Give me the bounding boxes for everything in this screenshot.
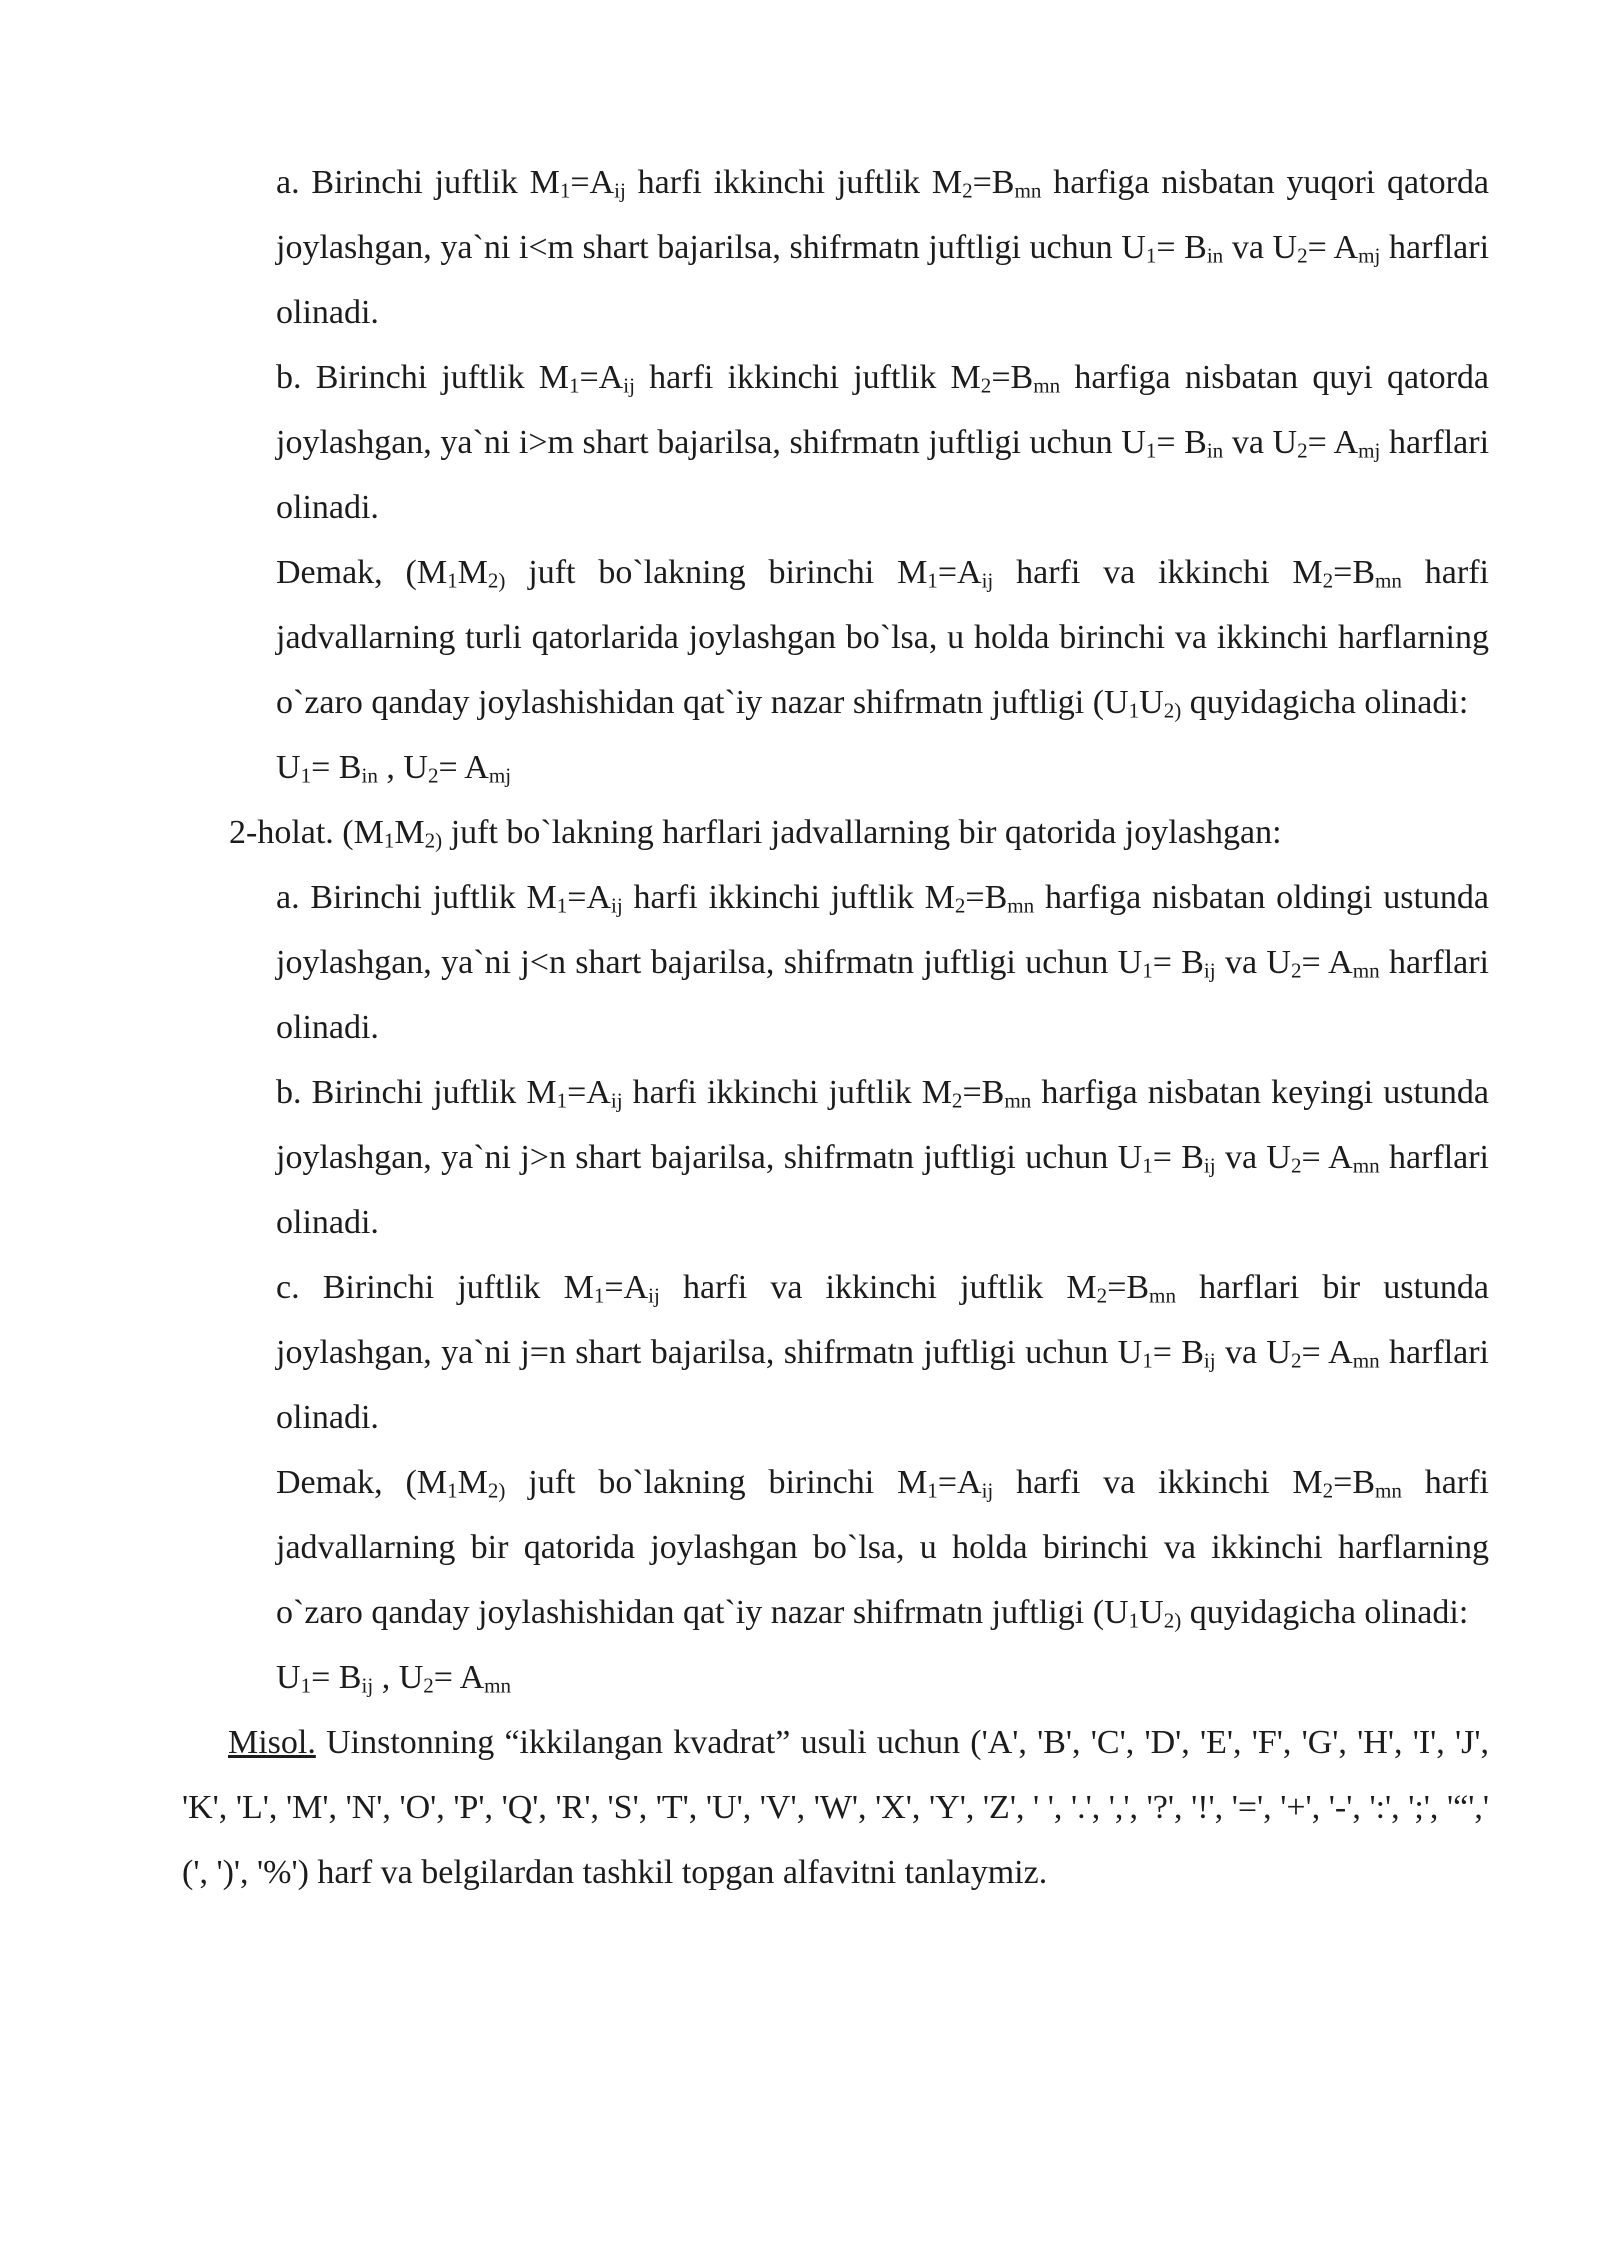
subscript-index: 1 xyxy=(556,893,568,918)
subscript-index: mj xyxy=(1358,438,1381,463)
text-segment: b. Birinchi juftlik M xyxy=(276,1074,557,1111)
subscript-index: 2 xyxy=(980,373,992,398)
text-segment: harfiga nisbatan oldingi ustunda joylashgan, ya`ni j<n shart bajarilsa, shifrmatn juftligi uchun U xyxy=(276,879,1490,981)
text-segment: b. Birinchi juftlik M xyxy=(276,359,569,396)
text-segment: juft bo`lakning birinchi M xyxy=(505,554,928,591)
text-segment: harflari olinadi. xyxy=(276,424,1490,526)
text-segment: harfi ikkinchi juftlik M xyxy=(622,879,955,916)
text-segment: Demak, (M xyxy=(276,554,448,591)
text-segment: = B xyxy=(1152,944,1204,981)
text-segment: harflari bir ustunda joylashgan, ya`ni j=n shart bajarilsa, shifrmatn juftligi uchun U xyxy=(276,1269,1490,1371)
subscript-index: 2 xyxy=(954,893,966,918)
text-segment: U xyxy=(1139,1594,1164,1631)
text-segment: quyidagicha olinadi: xyxy=(1181,684,1469,721)
subscript-index: 1 xyxy=(1142,1153,1153,1178)
text-segment: =A xyxy=(937,1464,982,1501)
text-segment: = B xyxy=(311,749,362,786)
subscript-index: 2 xyxy=(1290,1153,1302,1178)
subscript-index: ij xyxy=(623,373,635,398)
text-segment: harflari olinadi. xyxy=(276,229,1490,331)
text-segment: M xyxy=(457,1464,488,1501)
text-segment: =B xyxy=(965,879,1008,916)
text-segment: M xyxy=(457,554,488,591)
paragraph-conclusion-same-row xyxy=(229,1450,1489,1645)
subscript-index: 1 xyxy=(1142,1348,1153,1373)
text-segment: =A xyxy=(570,164,615,201)
subscript-index: 1 xyxy=(447,568,458,593)
subscript-index: ij xyxy=(361,1673,374,1698)
subscript-index: 1 xyxy=(927,1478,938,1503)
text-segment: = B xyxy=(1152,1334,1204,1371)
example-label: Misol. xyxy=(228,1724,316,1761)
subscript-index: mn xyxy=(1375,1478,1402,1503)
paragraph-case-a-previous-column xyxy=(229,865,1489,1060)
text-segment: harfiga nisbatan yuqori qatorda joylashgan, ya`ni i<m shart bajarilsa, shifrmatn juftligi uchun U xyxy=(276,164,1490,266)
subscript-index: ij xyxy=(1203,1348,1216,1373)
subscript-index: ij xyxy=(610,1088,623,1113)
text-segment: va U xyxy=(1215,1334,1291,1371)
subscript-index: ij xyxy=(981,568,994,593)
subscript-index: 2 xyxy=(962,178,973,203)
text-segment: va U xyxy=(1215,1139,1291,1176)
text-segment: =B xyxy=(1333,554,1376,591)
text-segment: harfi ikkinchi juftlik M xyxy=(622,1074,952,1111)
text-segment: =A xyxy=(567,1074,611,1111)
subscript-index: 2 xyxy=(1290,1348,1302,1373)
subscript-index: ij xyxy=(1203,958,1216,983)
subscript-index: mn xyxy=(1004,1088,1032,1113)
text-segment: harfi va ikkinchi M xyxy=(993,1464,1323,1501)
text-segment: harfi va ikkinchi M xyxy=(993,554,1323,591)
text-segment: M xyxy=(394,814,425,851)
text-segment: = A xyxy=(438,749,489,786)
text-segment: = B xyxy=(1152,1139,1204,1176)
subscript-index: 1 xyxy=(927,568,938,593)
subscript-index: in xyxy=(361,763,378,788)
subscript-index: mj xyxy=(488,763,512,788)
text-segment: harflari olinadi. xyxy=(276,1334,1489,1436)
heading-case-2 xyxy=(229,800,1489,865)
text-segment: = A xyxy=(1307,229,1359,266)
text-segment: a. Birinchi juftlik M xyxy=(276,164,560,201)
subscript-index: 2) xyxy=(1163,1608,1182,1633)
subscript-index: mn xyxy=(1352,958,1380,983)
text-segment: = B xyxy=(1156,424,1207,461)
subscript-index: 2 xyxy=(427,763,439,788)
text-segment: 2-holat. (M xyxy=(229,814,384,851)
subscript-index: mn xyxy=(1014,178,1042,203)
text-segment: c. Birinchi juftlik M xyxy=(276,1269,594,1306)
paragraph-case-b-lower-row xyxy=(229,345,1489,540)
subscript-index: 1 xyxy=(1128,1608,1140,1633)
text-segment: va U xyxy=(1223,229,1298,266)
subscript-index: mn xyxy=(1352,1153,1380,1178)
subscript-index: mn xyxy=(1352,1348,1380,1373)
subscript-index: mn xyxy=(484,1673,512,1698)
subscript-index: mn xyxy=(1375,568,1402,593)
text-segment: =B xyxy=(1107,1269,1150,1306)
text-segment: Demak, (M xyxy=(276,1464,448,1501)
subscript-index: 2 xyxy=(951,1088,963,1113)
paragraph-case-a-upper-row xyxy=(229,150,1489,345)
paragraph-conclusion-different-rows xyxy=(229,540,1489,735)
text-segment: =B xyxy=(1333,1464,1376,1501)
text-segment: harflari olinadi. xyxy=(276,944,1489,1046)
subscript-index: ij xyxy=(614,178,626,203)
subscript-index: 1 xyxy=(300,1673,312,1698)
subscript-index: 2) xyxy=(487,568,506,593)
text-segment: =A xyxy=(579,359,624,396)
subscript-index: 1 xyxy=(300,763,312,788)
text-segment: , U xyxy=(373,1659,424,1696)
text-segment: harfi ikkinchi juftlik M xyxy=(625,164,963,201)
text-segment: harfiga nisbatan keyingi ustunda joylashgan, ya`ni j>n shart bajarilsa, shifrmatn juftligi uchun U xyxy=(276,1074,1489,1176)
text-segment: juft bo`lakning harflari jadvallarning bir qatorida joylashgan: xyxy=(442,814,1282,851)
subscript-index: 1 xyxy=(447,1478,458,1503)
paragraph-case-c-same-column xyxy=(229,1255,1489,1450)
subscript-index: 2 xyxy=(1096,1283,1108,1308)
text-segment: =A xyxy=(937,554,982,591)
text-segment: harfi jadvallarning bir qatorida joylashgan bo`lsa, u holda birinchi va ikkinchi harflarning o`zaro qanday joylashishidan qat`iy nazar shifrmatn juftligi (U xyxy=(276,1464,1489,1631)
text-segment: harfi jadvallarning turli qatorlarida joylashgan bo`lsa, u holda birinchi va ikkinchi harflarning o`zaro qanday joylashishidan qat`iy nazar shifrmatn juftligi (U xyxy=(276,554,1489,721)
text-segment: va U xyxy=(1215,944,1291,981)
subscript-index: 2 xyxy=(1290,958,1302,983)
subscript-index: mn xyxy=(1033,373,1061,398)
text-segment: = A xyxy=(1307,424,1359,461)
text-segment: U xyxy=(276,1659,301,1696)
text-segment: quyidagicha olinadi: xyxy=(1181,1594,1469,1631)
text-segment: juft bo`lakning birinchi M xyxy=(505,1464,928,1501)
subscript-index: 1 xyxy=(1128,698,1140,723)
text-segment: = A xyxy=(1301,1139,1353,1176)
text-segment: = A xyxy=(1301,1334,1353,1371)
text-segment: harfiga nisbatan quyi qatorda joylashgan, ya`ni i>m shart bajarilsa, shifrmatn juftligi uchun U xyxy=(276,359,1489,461)
text-segment: U xyxy=(276,749,301,786)
text-segment: =A xyxy=(604,1269,649,1306)
subscript-index: mn xyxy=(1007,893,1035,918)
subscript-index: 2) xyxy=(424,828,443,853)
text-segment: = B xyxy=(1156,229,1207,266)
subscript-index: 1 xyxy=(1145,438,1157,463)
subscript-index: 2 xyxy=(1297,438,1308,463)
formula-same-row xyxy=(229,1645,1489,1710)
text-segment: a. Birinchi juftlik M xyxy=(276,879,557,916)
subscript-index: mj xyxy=(1358,243,1381,268)
text-segment: =B xyxy=(991,359,1034,396)
subscript-index: mn xyxy=(1149,1283,1176,1308)
text-segment: , U xyxy=(377,749,428,786)
subscript-index: ij xyxy=(648,1283,660,1308)
subscript-index: 1 xyxy=(593,1283,605,1308)
subscript-index: 2 xyxy=(423,1673,434,1698)
text-segment: U xyxy=(1139,684,1164,721)
subscript-index: 1 xyxy=(568,373,580,398)
text-segment: =B xyxy=(972,164,1015,201)
paragraph-case-b-next-column xyxy=(229,1060,1489,1255)
subscript-index: 2 xyxy=(1322,1478,1334,1503)
subscript-index: 1 xyxy=(556,1088,568,1113)
subscript-index: 2 xyxy=(1297,243,1308,268)
text-segment: = A xyxy=(433,1659,485,1696)
paragraph-example xyxy=(182,1710,1489,1905)
text-segment: harfi va ikkinchi juftlik M xyxy=(659,1269,1097,1306)
subscript-index: ij xyxy=(981,1478,994,1503)
example-text: Uinstonning “ikkilangan kvadrat” usuli uchun ('A', 'B', 'C', 'D', 'E', 'F', 'G', 'H', 'I', 'J', 'K', 'L', 'M', 'N', 'O', 'P', 'Q', 'R', 'S', 'T', 'U', 'V', 'W', 'X', 'Y', 'Z', ' ', '.', ',', '?', '!', '=', '+', '-', ':', ';', '“',' (', ')', '%') harf va belgilardan tashkil topgan alfavitni tanlaymiz. xyxy=(182,1724,1489,1891)
subscript-index: 1 xyxy=(1142,958,1153,983)
subscript-index: 2) xyxy=(1163,698,1182,723)
subscript-index: ij xyxy=(611,893,623,918)
document-body xyxy=(182,150,1490,1905)
subscript-index: 1 xyxy=(559,178,571,203)
subscript-index: 1 xyxy=(383,828,395,853)
subscript-index: in xyxy=(1206,438,1224,463)
text-segment: harflari olinadi. xyxy=(276,1139,1489,1241)
text-segment: = A xyxy=(1301,944,1353,981)
subscript-index: ij xyxy=(1203,1153,1216,1178)
subscript-index: 2 xyxy=(1322,568,1334,593)
subscript-index: 1 xyxy=(1145,243,1157,268)
text-segment: = B xyxy=(311,1659,362,1696)
subscript-index: in xyxy=(1206,243,1224,268)
text-segment: =A xyxy=(567,879,612,916)
text-segment: harfi ikkinchi juftlik M xyxy=(634,359,981,396)
subscript-index: 2) xyxy=(487,1478,506,1503)
text-segment: =B xyxy=(962,1074,1005,1111)
text-segment: va U xyxy=(1223,424,1298,461)
formula-different-rows xyxy=(229,735,1489,800)
